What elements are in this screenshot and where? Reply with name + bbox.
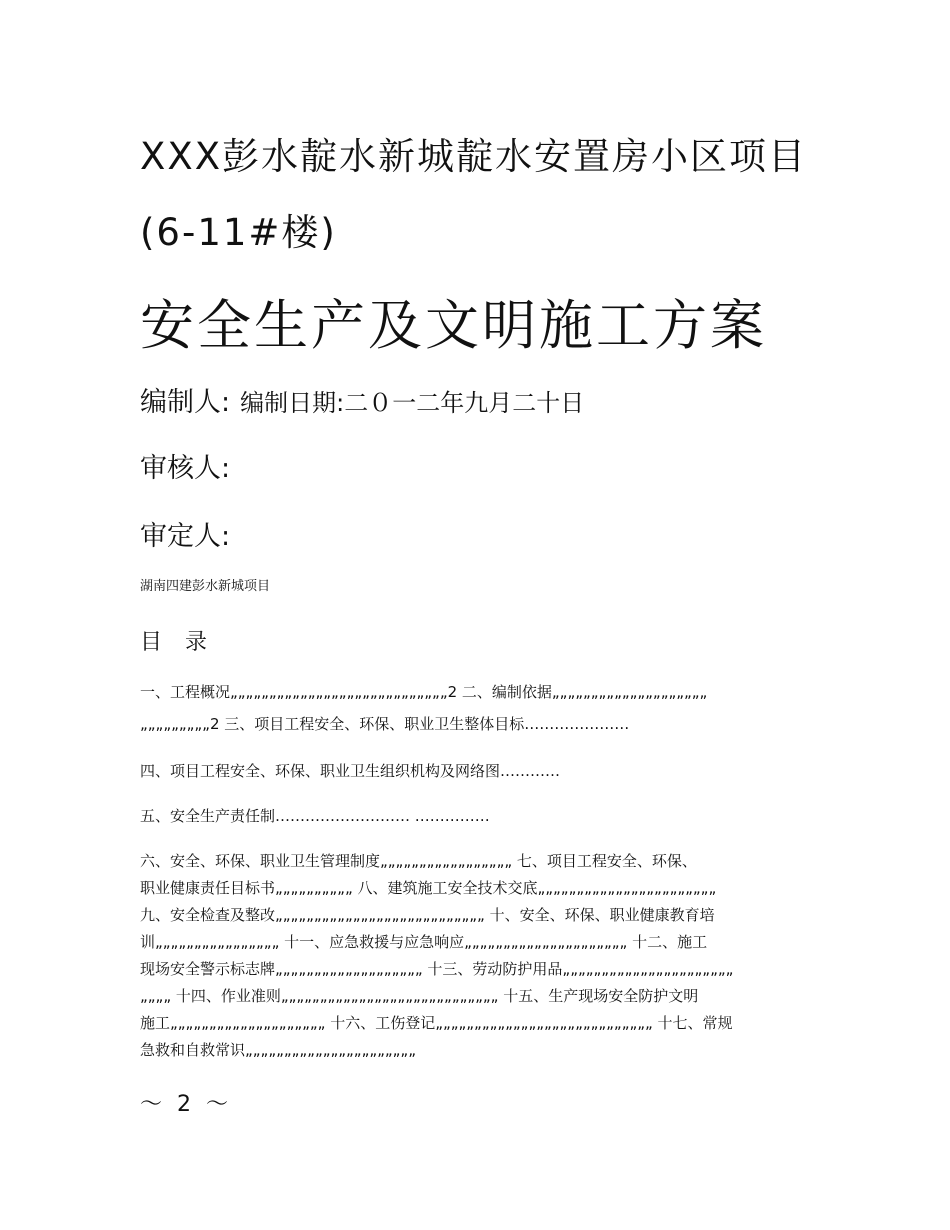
reviewer-row xyxy=(140,446,230,485)
toc-paragraph-line: „„„„ 十四、作业准则„„„„„„„„„„„„„„„„„„„„„„„„„„„„ 十五、生产现场安全防护文明 xyxy=(140,987,699,1005)
editor-row xyxy=(140,380,584,419)
approver-label: 审定人: xyxy=(140,521,231,552)
toc-paragraph-line: 现场安全警示标志牌„„„„„„„„„„„„„„„„„„„ 十三、劳动防护用品„„„„„„„„„„„„„„„„„„„„„„ xyxy=(140,960,734,978)
project-title-line-2: (6-11#楼) xyxy=(140,211,337,254)
compile-date: 编制日期:二０一二年九月二十日 xyxy=(240,389,585,417)
toc-paragraph-line: 施工„„„„„„„„„„„„„„„„„„„„ 十六、工伤登记„„„„„„„„„„„„„„„„„„„„„„„„„„„„ 十七、常规 xyxy=(140,1014,733,1032)
toc-paragraph xyxy=(140,848,810,1064)
reviewer-label: 审核人: xyxy=(140,453,231,484)
company-name: 湖南四建彭水新城项目 xyxy=(140,579,271,594)
toc-line: 一、工程概况„„„„„„„„„„„„„„„„„„„„„„„„„„„„2 二、编制依据„„„„„„„„„„„„„„„„„„„„ xyxy=(140,683,708,701)
toc-paragraph-line: 九、安全检查及整改„„„„„„„„„„„„„„„„„„„„„„„„„„„ 十、安全、环保、职业健康教育培 xyxy=(140,906,715,924)
toc-line: 四、项目工程安全、环保、职业卫生组织机构及网络图………… xyxy=(140,762,561,780)
toc-heading: 目 录 xyxy=(140,630,215,655)
toc-line: 五、安全生产责任制……………………… …………… xyxy=(140,807,490,825)
toc-paragraph-line: 训„„„„„„„„„„„„„„„„ 十一、应急救援与应急响应„„„„„„„„„„„„„„„„„„„„„ 十二、施工 xyxy=(140,933,708,951)
approver-row xyxy=(140,514,230,553)
toc-line: „„„„„„„„„2 三、项目工程安全、环保、职业卫生整体目标………………… xyxy=(140,715,630,733)
editor-label: 编制人: xyxy=(140,387,231,418)
toc-paragraph-line: 职业健康责任目标书„„„„„„„„„„ 八、建筑施工安全技术交底„„„„„„„„„„„„„„„„„„„„„„„ xyxy=(140,879,717,897)
page-number: ～ 2 ～ xyxy=(140,1092,232,1117)
toc-paragraph-line: 急救和自救常识„„„„„„„„„„„„„„„„„„„„„„ xyxy=(140,1041,416,1059)
main-title: 安全生产及文明施工方案 xyxy=(140,294,767,357)
project-title-line-1: XXX彭水靛水新城靛水安置房小区项目 xyxy=(140,135,808,178)
toc-paragraph-line: 六、安全、环保、职业卫生管理制度„„„„„„„„„„„„„„„„„ 七、项目工程安全、环保、 xyxy=(140,852,697,870)
